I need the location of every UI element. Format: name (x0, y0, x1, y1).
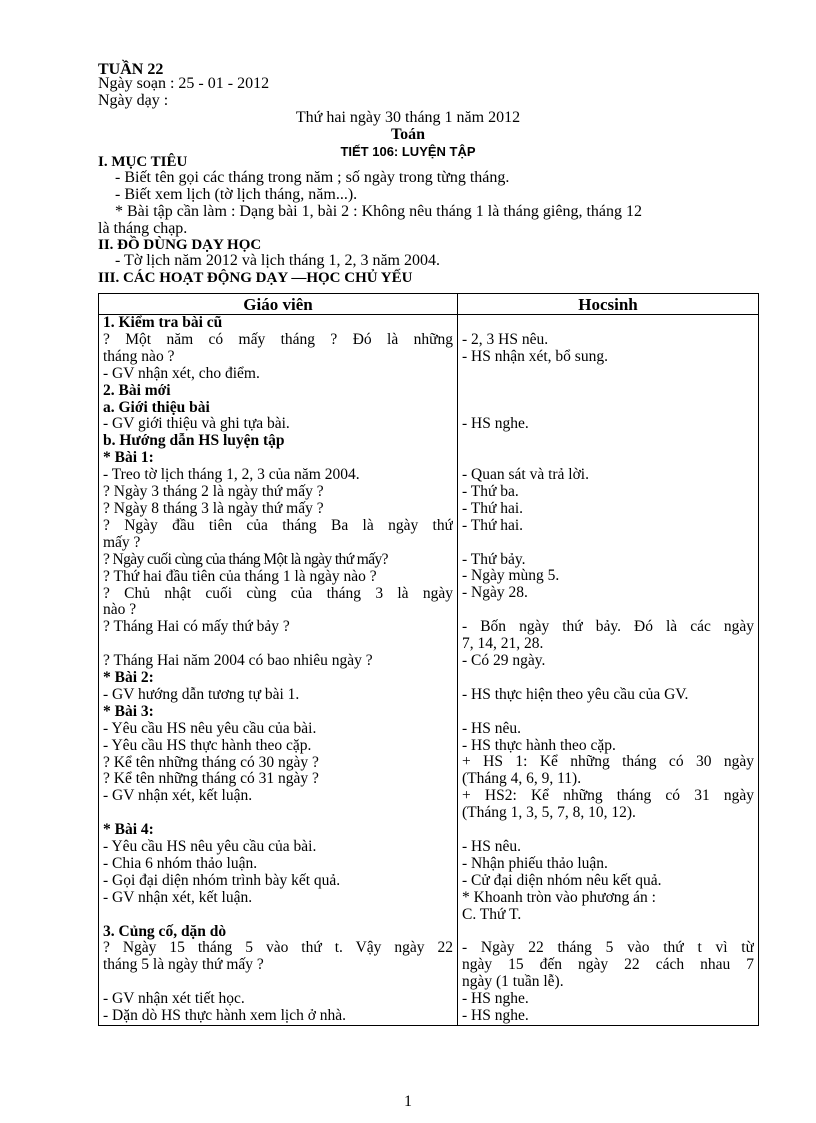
teacher-line: ? Ngày 8 tháng 3 là ngày thứ mấy ? (103, 500, 324, 517)
student-line (462, 602, 754, 619)
objectives-heading: I. MỤC TIÊU (98, 154, 188, 170)
student-line: - Cử đại diện nhóm nêu kết quả. (462, 872, 662, 889)
materials-item: - Tờ lịch năm 2012 và lịch tháng 1, 2, 3 năm 2004. (115, 252, 440, 269)
teacher-line: - Yêu cầu HS nêu yêu cầu của bài. (103, 839, 317, 856)
teacher-line: tháng 5 là ngày thứ mấy ? (103, 957, 264, 974)
teacher-line: ? Tháng Hai có mấy thứ bảy ? (103, 619, 290, 636)
teacher-line (103, 805, 453, 822)
teacher-line: ? Một năm có mấy tháng ? Đó là những (103, 331, 453, 348)
student-line (462, 315, 754, 332)
teacher-line: ? Ngày 3 tháng 2 là ngày thứ mấy ? (103, 484, 324, 501)
student-line (462, 433, 754, 450)
activities-heading: III. CÁC HOẠT ĐỘNG DẠY —HỌC CHỦ YẾU (98, 270, 413, 286)
student-line: - Ngày 28. (462, 585, 528, 602)
student-line: - Có 29 ngày. (462, 653, 546, 669)
student-line: * Khoanh tròn vào phương án : (462, 889, 656, 906)
teacher-line: 1. Kiểm tra bài cũ (103, 315, 223, 331)
student-line: - HS thực hành theo cặp. (462, 737, 616, 754)
teacher-activities-cell (99, 315, 458, 1026)
teacher-line: a. Giới thiệu bài (103, 399, 210, 416)
student-line (462, 366, 754, 383)
objective-item: - Biết tên gọi các tháng trong năm ; số ngày trong từng tháng. (115, 169, 510, 186)
student-line: - Bốn ngày thứ bảy. Đó là các ngày (462, 619, 754, 636)
student-line (462, 535, 754, 552)
student-line: - Thứ bảy. (462, 551, 526, 568)
teacher-line: ? Kể tên những tháng có 30 ngày ? (103, 754, 319, 771)
student-line (462, 399, 754, 416)
student-line: - HS nghe. (462, 416, 529, 433)
lesson-activities-table (98, 293, 759, 1026)
student-line: - Nhận phiếu thảo luận. (462, 855, 608, 872)
teacher-line: - GV nhận xét tiết học. (103, 991, 245, 1008)
objective-item: * Bài tập cần làm : Dạng bài 1, bài 2 : Không nêu tháng 1 là tháng giêng, tháng 12 (115, 203, 642, 220)
student-activities-cell (458, 315, 759, 1026)
student-line: - Thứ ba. (462, 483, 519, 500)
table-body-row (99, 315, 759, 1026)
teacher-line (103, 974, 453, 991)
student-line: - Quan sát và trả lời. (462, 467, 589, 484)
teacher-line: tháng nào ? (103, 348, 175, 365)
student-line: - Ngày mùng 5. (462, 568, 560, 585)
student-line: C. Thứ T. (462, 906, 522, 923)
student-line (462, 670, 754, 687)
teacher-line (103, 636, 453, 653)
student-column-header: Hocsinh (458, 294, 759, 315)
teacher-line: b. Hướng dẫn HS luyện tập (103, 433, 285, 450)
teacher-line: 2. Bài mới (103, 382, 171, 399)
teacher-line: - Chia 6 nhóm thảo luận. (103, 855, 258, 872)
subject-title: Toán (390, 126, 426, 143)
student-line (462, 923, 754, 940)
teacher-line: - Yêu cầu HS nêu yêu cầu của bài. (103, 720, 317, 737)
objective-item: là tháng chạp. (98, 220, 188, 237)
teacher-line: - Yêu cầu HS thực hành theo cặp. (103, 737, 312, 754)
teacher-line: ? Ngày 15 tháng 5 vào thứ t. Vậy ngày 22 (103, 940, 453, 957)
teacher-line: ? Tháng Hai năm 2004 có bao nhiêu ngày ? (103, 653, 373, 670)
student-line: ngày (1 tuần lễ). (462, 974, 564, 991)
teacher-line: - GV nhận xét, kết luận. (103, 788, 253, 805)
teacher-line: ? Chủ nhật cuối cùng của tháng 3 là ngày (103, 585, 453, 602)
teacher-line: * Bài 3: (103, 703, 154, 720)
teacher-line: ? Kể tên những tháng có 31 ngày ? (103, 771, 319, 788)
teacher-line: * Bài 2: (103, 670, 154, 687)
student-line: + HS2: Kể những tháng có 31 ngày (462, 788, 754, 805)
teacher-line: - GV nhận xét, kết luận. (103, 889, 253, 906)
teacher-line: ? Ngày cuối cùng của tháng Một là ngày thứ mấy? (103, 551, 388, 568)
page-number: 1 (404, 1093, 412, 1110)
objective-item: - Biết xem lịch (tờ lịch tháng, năm...). (115, 186, 358, 203)
teacher-line: 3. Củng cố, dặn dò (103, 923, 227, 940)
teacher-line: * Bài 1: (103, 450, 154, 467)
student-line: - HS nghe. (462, 1007, 529, 1024)
student-line: - 2, 3 HS nêu. (462, 331, 549, 348)
student-line: - HS thực hiện theo yêu cầu của GV. (462, 686, 689, 703)
teacher-line: - GV hướng dẫn tương tự bài 1. (103, 686, 300, 703)
teacher-line: ? Thứ hai đầu tiên của tháng 1 là ngày nào ? (103, 568, 377, 585)
teacher-line: - GV nhận xét, cho điểm. (103, 365, 260, 382)
teacher-line: nào ? (103, 602, 137, 619)
teacher-line: - Dặn dò HS thực hành xem lịch ở nhà. (103, 1008, 347, 1025)
teacher-line: - Gọi đại diện nhóm trình bày kết quả. (103, 872, 341, 889)
teacher-column-header: Giáo viên (99, 294, 458, 315)
prep-date: Ngày soạn : 25 - 01 - 2012 (98, 75, 270, 92)
student-line: - Ngày 22 tháng 5 vào thứ t vì từ (462, 940, 754, 957)
teacher-line (103, 907, 453, 924)
student-line (462, 704, 754, 721)
teacher-line: mấy ? (103, 534, 141, 551)
student-line (462, 450, 754, 467)
student-line: - HS nêu. (462, 720, 521, 737)
week-label: TUẦN 22 (98, 61, 164, 78)
table-header-row (99, 294, 759, 315)
lesson-date-line: Thứ hai ngày 30 tháng 1 năm 2012 (295, 109, 521, 126)
student-line: - HS nghe. (462, 991, 529, 1008)
student-line (462, 383, 754, 400)
student-line (462, 822, 754, 839)
lesson-title: TIẾT 106: LUYỆN TẬP (340, 144, 476, 159)
teacher-line: - Treo tờ lịch tháng 1, 2, 3 của năm 2004. (103, 467, 360, 484)
student-line: - HS nhận xét, bổ sung. (462, 348, 608, 365)
student-line: - Thứ hai. (462, 500, 524, 517)
student-line: + HS 1: Kể những tháng có 30 ngày (462, 754, 754, 771)
teach-date: Ngày dạy : (98, 92, 169, 109)
student-line: ngày 15 đến ngày 22 cách nhau 7 (462, 957, 754, 974)
student-line: - Thứ hai. (462, 517, 524, 534)
teacher-line: * Bài 4: (103, 822, 154, 839)
student-line: 7, 14, 21, 28. (462, 636, 544, 653)
teacher-line: ? Ngày đầu tiên của tháng Ba là ngày thứ (103, 517, 453, 534)
materials-heading: II. ĐỒ DÙNG DẠY HỌC (98, 237, 262, 253)
student-line: (Tháng 1, 3, 5, 7, 8, 10, 12). (462, 805, 636, 822)
teacher-line: - GV giới thiệu và ghi tựa bài. (103, 416, 290, 433)
student-line: - HS nêu. (462, 838, 521, 855)
student-line: (Tháng 4, 6, 9, 11). (462, 771, 582, 788)
